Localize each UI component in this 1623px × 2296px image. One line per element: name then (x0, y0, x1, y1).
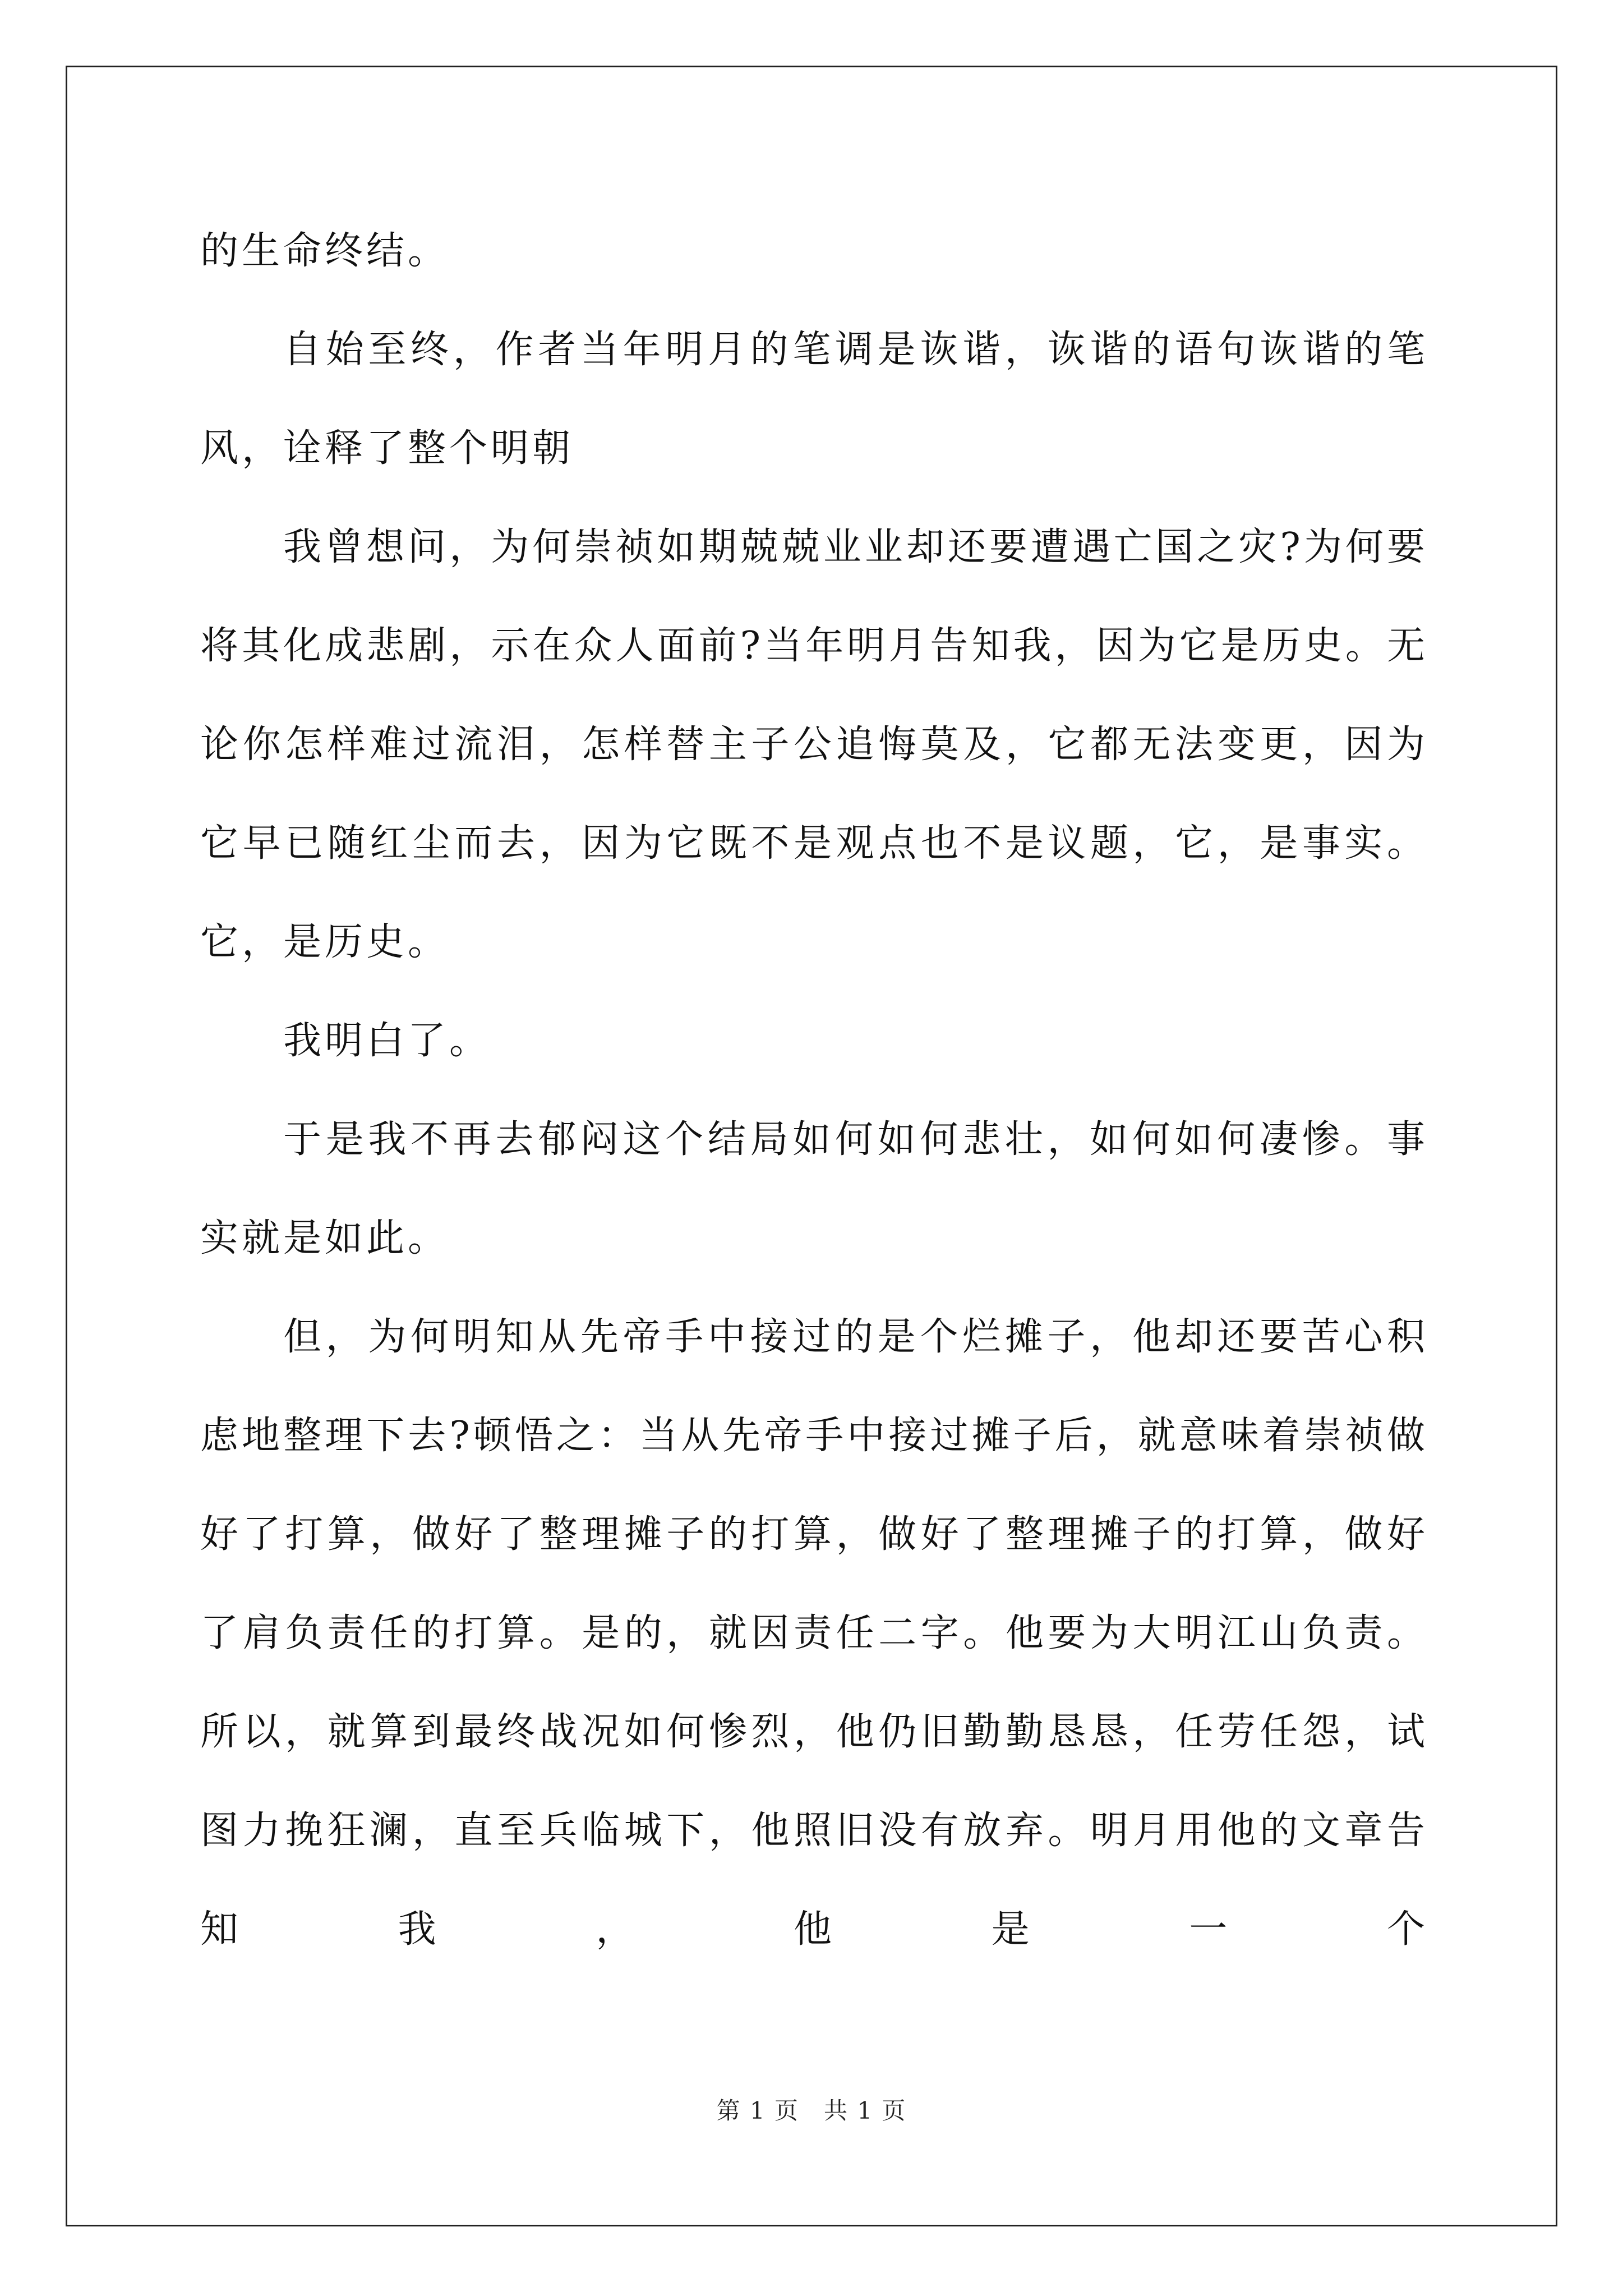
page-total: 共 1 页 (824, 2097, 907, 2124)
page-footer (0, 2094, 1623, 2128)
paragraph: 的生命终结。 (200, 229, 450, 273)
paragraph: 于是我不再去郁闷这个结局如何如何悲壮，如何如何凄惨。事实就是如此。 (200, 1117, 1428, 1260)
paragraph: 我明白了。 (283, 1019, 491, 1063)
paragraph: 我曾想问，为何崇祯如期兢兢业业却还要遭遇亡国之灾?为何要将其化成悲剧，示在众人面前?当年明月告知我，因为它是历史。无论你怎样难过流泪，怎样替主子公追悔莫及，它都无法变更，因为它早已随红尘而去，因为它既不是观点也不是议题，它，是事实。它，是历史。 (200, 525, 1428, 964)
document-body (200, 202, 1428, 1979)
paragraph: 但，为何明知从先帝手中接过的是个烂摊子，他却还要苦心积虑地整理下去?顿悟之：当从先帝手中接过摊子后，就意味着崇祯做好了打算，做好了整理摊子的打算，做好了整理摊子的打算，做好了肩负责任的打算。是的，就因责任二字。他要为大明江山负责。所以，就算到最终战况如何惨烈，他仍旧勤勤恳恳，任劳任怨，试图力挽狂澜，直至兵临城下，他照旧没有放弃。明月用他的文章告知我，他是一个 (200, 1315, 1428, 1952)
page-number: 第 1 页 (716, 2097, 799, 2124)
paragraph: 自始至终，作者当年明月的笔调是诙谐，诙谐的语句诙谐的笔风，诠释了整个明朝 (200, 328, 1428, 471)
